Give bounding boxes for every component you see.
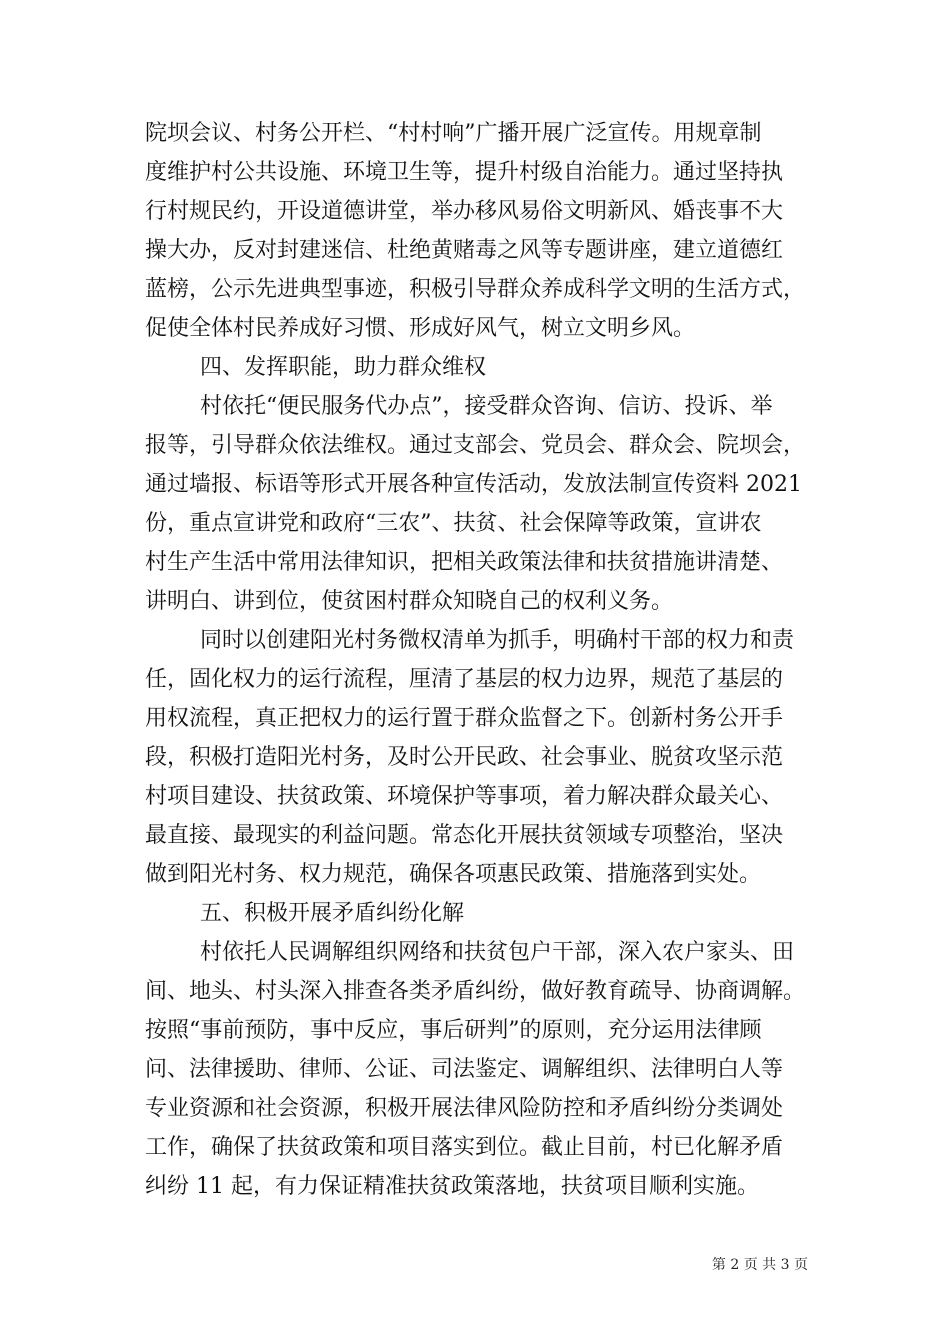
line-text: 讲明白、讲到位，使贫困村群众知晓自己的权利义务。 bbox=[145, 589, 674, 614]
body-text-line bbox=[0, 704, 950, 734]
line-text: 用权流程，真正把权力的运行置于群众监督之下。创新村务公开手 bbox=[145, 706, 784, 731]
section-heading bbox=[0, 353, 950, 383]
line-text: 份，重点宣讲党和政府“三农”、扶贫、社会保障等政策，宣讲农 bbox=[145, 511, 762, 536]
body-text-line bbox=[0, 509, 950, 539]
line-text: 做到阳光村务、权力规范，确保各项惠民政策、措施落到实处。 bbox=[145, 862, 762, 887]
line-text: 操大办，反对封建迷信、杜绝黄赌毒之风等专题讲座，建立道德红 bbox=[145, 238, 784, 263]
body-text-line bbox=[0, 119, 950, 149]
line-text: 同时以创建阳光村务微权清单为抓手，明确村干部的权力和责 bbox=[200, 628, 795, 653]
line-text: 问、法律援助、律师、公证、司法鉴定、调解组织、法律明白人等 bbox=[145, 1057, 784, 1082]
body-text-line bbox=[0, 314, 950, 344]
body-text-line bbox=[0, 860, 950, 890]
body-text-line bbox=[0, 392, 950, 422]
line-text: 报等，引导群众依法维权。通过支部会、党员会、群众会、院坝会， bbox=[145, 433, 806, 458]
body-text-line bbox=[0, 1133, 950, 1163]
line-text: 院坝会议、村务公开栏、“村村响”广播开展广泛宣传。用规章制 bbox=[145, 121, 762, 146]
body-text-line bbox=[0, 743, 950, 773]
line-text: 度维护村公共设施、环境卫生等，提升村级自治能力。通过坚持执 bbox=[145, 160, 784, 185]
body-text-line bbox=[0, 158, 950, 188]
line-text: 按照“事前预防，事中反应，事后研判”的原则，充分运用法律顾 bbox=[145, 1018, 762, 1043]
body-text-line bbox=[0, 548, 950, 578]
line-text: 村依托“便民服务代办点”，接受群众咨询、信访、投诉、举 bbox=[200, 394, 773, 419]
line-text: 村项目建设、扶贫政策、环境保护等事项，着力解决群众最关心、 bbox=[145, 784, 784, 809]
line-text: 工作，确保了扶贫政策和项目落实到位。截止目前，村已化解矛盾 bbox=[145, 1135, 784, 1160]
page-number: 第 2 页 共 3 页 bbox=[711, 1257, 808, 1273]
line-text: 通过墙报、标语等形式开展各种宣传活动，发放法制宣传资料 2021 bbox=[145, 472, 802, 497]
line-text: 村依托人民调解组织网络和扶贫包户干部，深入农户家头、田 bbox=[200, 940, 795, 965]
body-text-line bbox=[0, 587, 950, 617]
body-text-line bbox=[0, 626, 950, 656]
body-text-line bbox=[0, 1172, 950, 1202]
body-text-line bbox=[0, 236, 950, 266]
line-text: 五、积极开展矛盾纠纷化解 bbox=[200, 901, 465, 926]
body-text-line bbox=[0, 782, 950, 812]
body-text-line bbox=[0, 197, 950, 227]
line-text: 蓝榜，公示先进典型事迹，积极引导群众养成科学文明的生活方式， bbox=[145, 277, 806, 302]
body-text-line bbox=[0, 431, 950, 461]
line-text: 最直接、最现实的利益问题。常态化开展扶贫领域专项整治，坚决 bbox=[145, 823, 784, 848]
body-text-line bbox=[0, 1016, 950, 1046]
body-text-line bbox=[0, 821, 950, 851]
line-text: 四、发挥职能，助力群众维权 bbox=[200, 355, 487, 380]
body-text-line bbox=[0, 938, 950, 968]
line-text: 村生产生活中常用法律知识，把相关政策法律和扶贫措施讲清楚、 bbox=[145, 550, 784, 575]
line-text: 纠纷 11 起，有力保证精准扶贫政策落地，扶贫项目顺利实施。 bbox=[145, 1174, 759, 1199]
line-text: 任，固化权力的运行流程，厘清了基层的权力边界，规范了基层的 bbox=[145, 667, 784, 692]
body-text-line bbox=[0, 470, 950, 500]
line-text: 段，积极打造阳光村务，及时公开民政、社会事业、脱贫攻坚示范 bbox=[145, 745, 784, 770]
body-text-line bbox=[0, 275, 950, 305]
section-heading bbox=[0, 899, 950, 929]
body-text-line bbox=[0, 665, 950, 695]
body-text-line bbox=[0, 1094, 950, 1124]
body-text-line bbox=[0, 977, 950, 1007]
body-text-line bbox=[0, 1055, 950, 1085]
line-text: 促使全体村民养成好习惯、形成好风气，树立文明乡风。 bbox=[145, 316, 696, 341]
line-text: 专业资源和社会资源，积极开展法律风险防控和矛盾纠纷分类调处 bbox=[145, 1096, 784, 1121]
line-text: 间、地头、村头深入排查各类矛盾纠纷，做好教育疏导、协商调解。 bbox=[145, 979, 806, 1004]
line-text: 行村规民约，开设道德讲堂，举办移风易俗文明新风、婚丧事不大 bbox=[145, 199, 784, 224]
